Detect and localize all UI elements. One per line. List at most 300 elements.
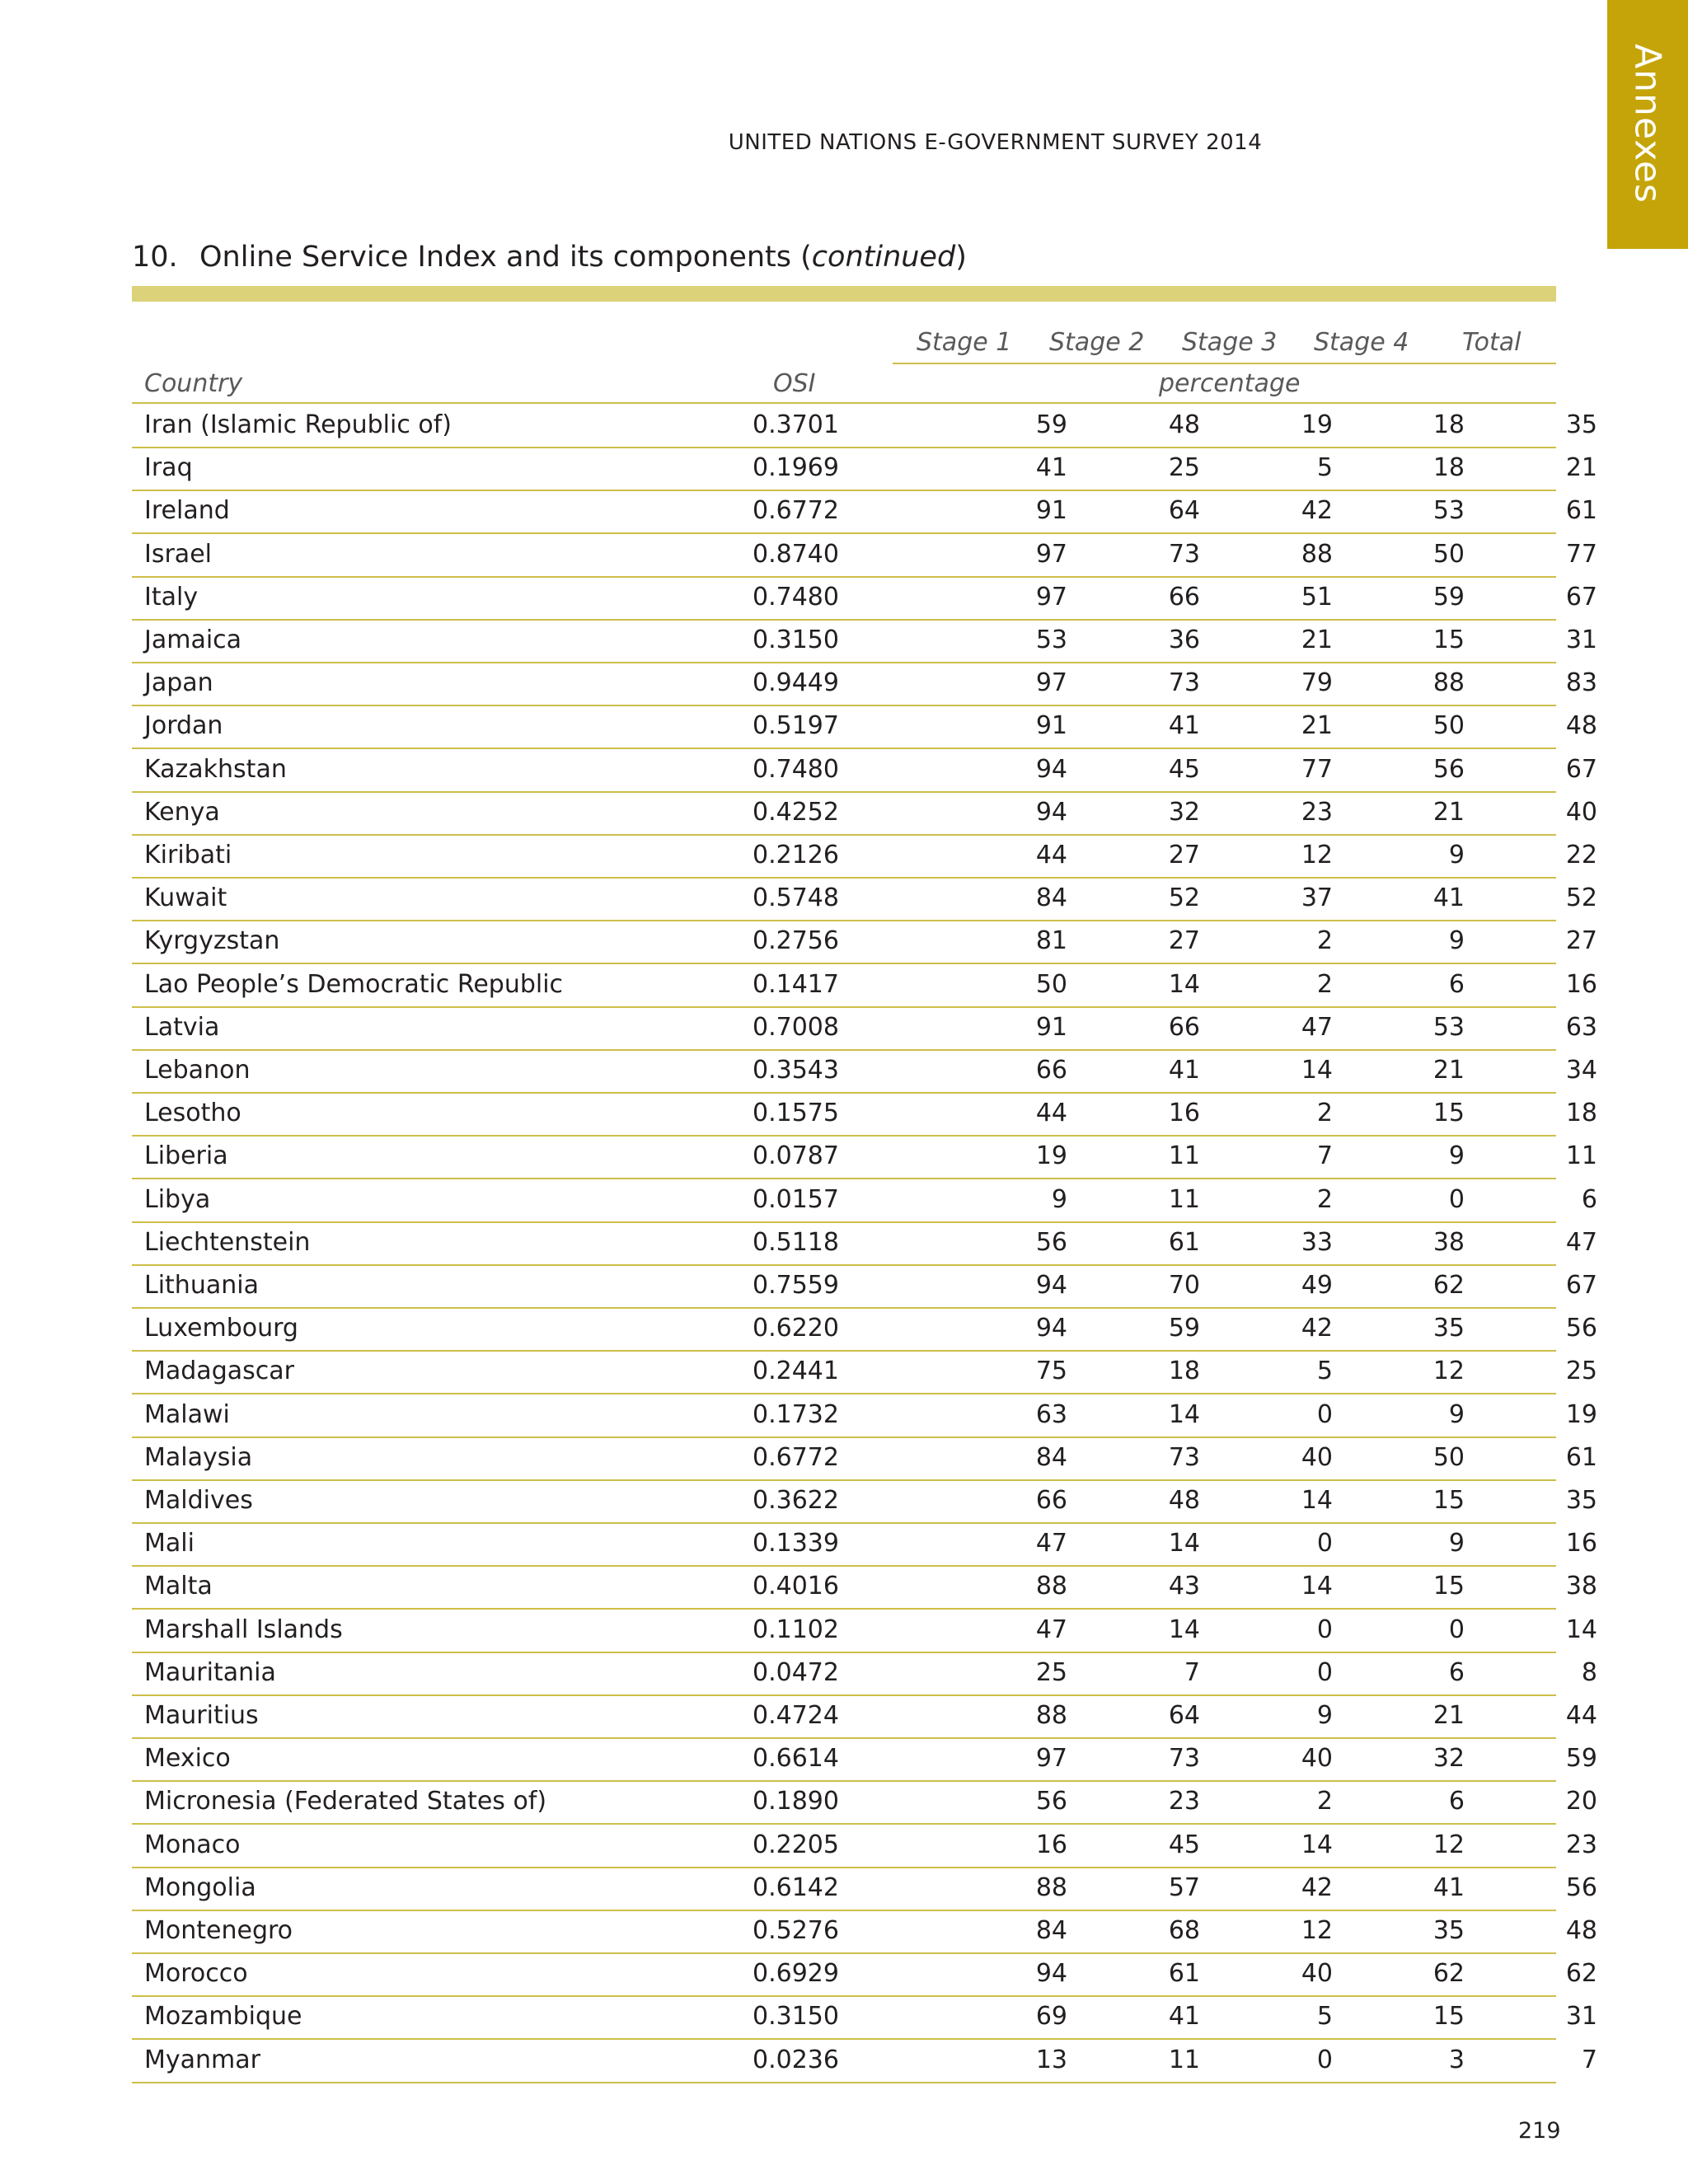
total-cell: 34 bbox=[1565, 1056, 1597, 1085]
table-row bbox=[132, 791, 1597, 836]
table-row bbox=[132, 1910, 1597, 1954]
stage1-cell: 84 bbox=[1035, 1442, 1067, 1472]
table-row bbox=[132, 447, 1597, 491]
osi-cell: 0.1339 bbox=[753, 1529, 839, 1558]
osi-cell: 0.3150 bbox=[753, 2002, 839, 2032]
stage3-cell: 23 bbox=[1301, 797, 1333, 827]
stage1-cell: 16 bbox=[1035, 1830, 1067, 1859]
country-cell: Kenya bbox=[144, 797, 220, 827]
total-cell: 44 bbox=[1565, 1701, 1597, 1730]
stage3-cell: 47 bbox=[1301, 1012, 1333, 1042]
osi-cell: 0.5118 bbox=[753, 1227, 839, 1257]
side-tab-label: Annexes bbox=[1626, 44, 1669, 204]
osi-cell: 0.7480 bbox=[753, 754, 839, 784]
stage3-cell: 51 bbox=[1301, 582, 1333, 612]
osi-cell: 0.6220 bbox=[753, 1314, 839, 1343]
total-cell: 52 bbox=[1565, 883, 1597, 913]
table-row bbox=[132, 1049, 1597, 1094]
stage1-cell: 88 bbox=[1035, 1572, 1067, 1601]
stage1-cell: 25 bbox=[1035, 1657, 1067, 1687]
stage3-cell: 0 bbox=[1316, 1615, 1333, 1644]
stage2-cell: 32 bbox=[1168, 797, 1200, 827]
osi-cell: 0.4252 bbox=[753, 797, 839, 827]
total-cell: 27 bbox=[1565, 926, 1597, 956]
section-title-italic: continued bbox=[811, 241, 956, 274]
stage3-cell: 2 bbox=[1316, 1184, 1333, 1214]
stage1-cell: 41 bbox=[1035, 453, 1067, 483]
header-percentage: percentage bbox=[1159, 369, 1301, 398]
osi-cell: 0.1732 bbox=[753, 1399, 839, 1429]
stage4-cell: 32 bbox=[1432, 1744, 1465, 1774]
table-row bbox=[132, 1824, 1597, 1868]
stage1-cell: 97 bbox=[1035, 582, 1067, 612]
stage2-cell: 27 bbox=[1168, 926, 1200, 956]
country-cell: Mauritius bbox=[144, 1701, 259, 1730]
stage3-cell: 40 bbox=[1301, 1959, 1333, 1989]
header-stage2: Stage 2 bbox=[1049, 328, 1145, 357]
stage1-cell: 91 bbox=[1035, 711, 1067, 741]
title-bar bbox=[132, 286, 1556, 302]
stage3-cell: 21 bbox=[1301, 711, 1333, 741]
country-cell: Mozambique bbox=[144, 2002, 302, 2032]
stage3-cell: 0 bbox=[1316, 2045, 1333, 2074]
country-cell: Mexico bbox=[144, 1744, 231, 1774]
stage2-cell: 25 bbox=[1168, 453, 1200, 483]
stage2-cell: 59 bbox=[1168, 1314, 1200, 1343]
stage4-cell: 9 bbox=[1448, 1141, 1465, 1171]
country-cell: Madagascar bbox=[144, 1357, 294, 1386]
section-number: 10. bbox=[132, 241, 178, 274]
stage1-cell: 94 bbox=[1035, 797, 1067, 827]
stage1-cell: 19 bbox=[1035, 1141, 1067, 1171]
stage1-cell: 97 bbox=[1035, 668, 1067, 698]
stage4-cell: 21 bbox=[1432, 1701, 1465, 1730]
country-cell: Lao People’s Democratic Republic bbox=[144, 969, 564, 999]
stage4-cell: 88 bbox=[1432, 668, 1465, 698]
stage1-cell: 97 bbox=[1035, 1744, 1067, 1774]
stage3-cell: 42 bbox=[1301, 496, 1333, 526]
stage3-cell: 9 bbox=[1316, 1701, 1333, 1730]
stage3-cell: 0 bbox=[1316, 1657, 1333, 1687]
osi-cell: 0.1102 bbox=[753, 1615, 839, 1644]
osi-cell: 0.2441 bbox=[753, 1357, 839, 1386]
stage4-cell: 15 bbox=[1432, 626, 1465, 654]
stage4-cell: 6 bbox=[1448, 969, 1465, 999]
osi-cell: 0.6772 bbox=[753, 1442, 839, 1472]
total-cell: 35 bbox=[1565, 1486, 1597, 1515]
stage1-cell: 47 bbox=[1035, 1529, 1067, 1558]
stage1-cell: 47 bbox=[1035, 1615, 1067, 1644]
stage1-cell: 88 bbox=[1035, 1701, 1067, 1730]
table-row bbox=[132, 1952, 1597, 1997]
country-cell: Iraq bbox=[144, 453, 193, 483]
osi-cell: 0.5276 bbox=[753, 1916, 839, 1945]
total-cell: 40 bbox=[1565, 797, 1597, 827]
stage3-cell: 79 bbox=[1301, 668, 1333, 698]
stage3-cell: 2 bbox=[1316, 969, 1333, 999]
total-cell: 11 bbox=[1565, 1141, 1597, 1171]
table-row bbox=[132, 404, 1597, 448]
country-cell: Jordan bbox=[144, 711, 223, 741]
table-row bbox=[132, 576, 1597, 621]
country-cell: Micronesia (Federated States of) bbox=[144, 1787, 547, 1816]
stage3-cell: 14 bbox=[1301, 1486, 1333, 1515]
stage2-cell: 16 bbox=[1168, 1099, 1200, 1128]
country-cell: Mauritania bbox=[144, 1657, 276, 1687]
table-row bbox=[132, 748, 1597, 793]
table-row bbox=[132, 619, 1597, 663]
header-osi: OSI bbox=[773, 369, 816, 398]
stage1-cell: 94 bbox=[1035, 1314, 1067, 1343]
page-number: 219 bbox=[1518, 2118, 1561, 2144]
osi-cell: 0.1575 bbox=[753, 1099, 839, 1128]
total-cell: 56 bbox=[1565, 1872, 1597, 1902]
header-stage1: Stage 1 bbox=[917, 328, 1012, 357]
total-cell: 48 bbox=[1565, 1916, 1597, 1945]
header-country: Country bbox=[144, 369, 243, 398]
osi-cell: 0.7480 bbox=[753, 582, 839, 612]
table-row bbox=[132, 1565, 1597, 1610]
stage2-cell: 14 bbox=[1168, 1399, 1200, 1429]
osi-cell: 0.1969 bbox=[753, 453, 839, 483]
country-cell: Liechtenstein bbox=[144, 1227, 311, 1257]
table-row bbox=[132, 1350, 1597, 1394]
table-row bbox=[132, 1006, 1597, 1051]
stage2-cell: 64 bbox=[1168, 1701, 1200, 1730]
table-row bbox=[132, 662, 1597, 706]
osi-cell: 0.6614 bbox=[753, 1744, 839, 1774]
total-cell: 67 bbox=[1565, 1271, 1597, 1300]
stage1-cell: 94 bbox=[1035, 754, 1067, 784]
stage4-cell: 6 bbox=[1448, 1787, 1465, 1816]
stage3-cell: 7 bbox=[1316, 1141, 1333, 1171]
stage2-cell: 68 bbox=[1168, 1916, 1200, 1945]
total-cell: 31 bbox=[1565, 626, 1597, 654]
stage3-cell: 2 bbox=[1316, 1787, 1333, 1816]
stage4-cell: 18 bbox=[1432, 410, 1465, 439]
osi-cell: 0.0236 bbox=[753, 2045, 839, 2074]
country-cell: Latvia bbox=[144, 1012, 220, 1042]
total-cell: 77 bbox=[1565, 539, 1597, 569]
stage2-cell: 43 bbox=[1168, 1572, 1200, 1601]
country-cell: Morocco bbox=[144, 1959, 248, 1989]
stage3-cell: 49 bbox=[1301, 1271, 1333, 1300]
osi-cell: 0.6142 bbox=[753, 1872, 839, 1902]
table-row bbox=[132, 1867, 1597, 1911]
stage2-cell: 64 bbox=[1168, 496, 1200, 526]
stage2-cell: 66 bbox=[1168, 582, 1200, 612]
osi-cell: 0.6929 bbox=[753, 1959, 839, 1989]
stage2-cell: 73 bbox=[1168, 539, 1200, 569]
stage4-cell: 15 bbox=[1432, 1572, 1465, 1601]
osi-cell: 0.3701 bbox=[753, 410, 839, 439]
osi-cell: 0.1417 bbox=[753, 969, 839, 999]
stage1-cell: 94 bbox=[1035, 1959, 1067, 1989]
country-cell: Lithuania bbox=[144, 1271, 259, 1300]
total-cell: 6 bbox=[1581, 1184, 1597, 1214]
table-row bbox=[132, 963, 1597, 1008]
country-cell: Iran (Islamic Republic of) bbox=[144, 410, 452, 439]
stage4-cell: 50 bbox=[1432, 1442, 1465, 1472]
table-row bbox=[132, 1522, 1597, 1567]
country-cell: Malta bbox=[144, 1572, 213, 1601]
section-title-text: Online Service Index and its components ( bbox=[199, 241, 812, 274]
stage1-cell: 44 bbox=[1035, 841, 1067, 869]
stage2-cell: 14 bbox=[1168, 1615, 1200, 1644]
stage3-cell: 5 bbox=[1316, 1357, 1333, 1386]
stage4-cell: 62 bbox=[1432, 1959, 1465, 1989]
stage2-cell: 14 bbox=[1168, 969, 1200, 999]
total-cell: 25 bbox=[1565, 1357, 1597, 1386]
stage2-cell: 18 bbox=[1168, 1357, 1200, 1386]
stage1-cell: 75 bbox=[1035, 1357, 1067, 1386]
country-cell: Kiribati bbox=[144, 841, 232, 869]
stage1-cell: 81 bbox=[1035, 926, 1067, 956]
country-cell: Lebanon bbox=[144, 1056, 251, 1085]
country-cell: Malaysia bbox=[144, 1442, 253, 1472]
table-row bbox=[132, 1780, 1597, 1825]
stage4-cell: 9 bbox=[1448, 1529, 1465, 1558]
stage1-cell: 91 bbox=[1035, 1012, 1067, 1042]
stage1-cell: 13 bbox=[1035, 2045, 1067, 2074]
stage2-cell: 41 bbox=[1168, 711, 1200, 741]
stage1-cell: 56 bbox=[1035, 1787, 1067, 1816]
table-row bbox=[132, 877, 1597, 921]
total-cell: 59 bbox=[1565, 1744, 1597, 1774]
stage3-cell: 14 bbox=[1301, 1056, 1333, 1085]
osi-cell: 0.0787 bbox=[753, 1141, 839, 1171]
total-cell: 35 bbox=[1565, 410, 1597, 439]
table-row bbox=[132, 705, 1597, 749]
stage3-cell: 0 bbox=[1316, 1529, 1333, 1558]
total-cell: 16 bbox=[1565, 969, 1597, 999]
table-row bbox=[132, 1394, 1597, 1438]
stage4-cell: 21 bbox=[1432, 1056, 1465, 1085]
stage3-cell: 88 bbox=[1301, 539, 1333, 569]
country-cell: Mali bbox=[144, 1529, 195, 1558]
total-cell: 62 bbox=[1565, 1959, 1597, 1989]
stage3-cell: 14 bbox=[1301, 1572, 1333, 1601]
stage4-cell: 41 bbox=[1432, 1872, 1465, 1902]
table-row bbox=[132, 1264, 1597, 1309]
stage4-cell: 0 bbox=[1448, 1615, 1465, 1644]
stage1-cell: 63 bbox=[1035, 1399, 1067, 1429]
country-cell: Israel bbox=[144, 539, 212, 569]
total-cell: 67 bbox=[1565, 582, 1597, 612]
osi-cell: 0.0472 bbox=[753, 1657, 839, 1687]
stage2-cell: 27 bbox=[1168, 841, 1200, 869]
stage4-cell: 0 bbox=[1448, 1184, 1465, 1214]
stage4-cell: 62 bbox=[1432, 1271, 1465, 1300]
stage4-cell: 6 bbox=[1448, 1657, 1465, 1687]
stage2-cell: 48 bbox=[1168, 410, 1200, 439]
stage1-cell: 97 bbox=[1035, 539, 1067, 569]
stage2-cell: 11 bbox=[1168, 1141, 1200, 1171]
total-cell: 21 bbox=[1565, 453, 1597, 483]
total-cell: 48 bbox=[1565, 711, 1597, 741]
total-cell: 23 bbox=[1565, 1830, 1597, 1859]
stage4-cell: 9 bbox=[1448, 926, 1465, 956]
stage4-cell: 53 bbox=[1432, 496, 1465, 526]
country-cell: Maldives bbox=[144, 1486, 253, 1515]
stage3-cell: 2 bbox=[1316, 926, 1333, 956]
total-cell: 20 bbox=[1565, 1787, 1597, 1816]
osi-cell: 0.6772 bbox=[753, 496, 839, 526]
table-row bbox=[132, 1995, 1597, 2040]
table-row bbox=[132, 1479, 1597, 1524]
stage1-cell: 66 bbox=[1035, 1486, 1067, 1515]
osi-cell: 0.3622 bbox=[753, 1486, 839, 1515]
osi-cell: 0.5197 bbox=[753, 711, 839, 741]
stage4-cell: 53 bbox=[1432, 1012, 1465, 1042]
stage4-cell: 50 bbox=[1432, 711, 1465, 741]
stage4-cell: 12 bbox=[1432, 1830, 1465, 1859]
total-cell: 16 bbox=[1565, 1529, 1597, 1558]
stage2-cell: 48 bbox=[1168, 1486, 1200, 1515]
osi-cell: 0.0157 bbox=[753, 1184, 839, 1214]
country-cell: Japan bbox=[144, 668, 213, 698]
total-cell: 63 bbox=[1565, 1012, 1597, 1042]
stage4-cell: 50 bbox=[1432, 539, 1465, 569]
table-row bbox=[132, 490, 1597, 534]
country-cell: Malawi bbox=[144, 1399, 230, 1429]
stage1-cell: 69 bbox=[1035, 2002, 1067, 2032]
stage2-cell: 36 bbox=[1168, 626, 1200, 654]
stage2-cell: 41 bbox=[1168, 2002, 1200, 2032]
total-cell: 67 bbox=[1565, 754, 1597, 784]
osi-cell: 0.1890 bbox=[753, 1787, 839, 1816]
stage3-cell: 2 bbox=[1316, 1099, 1333, 1128]
stage1-cell: 94 bbox=[1035, 1271, 1067, 1300]
stage2-cell: 57 bbox=[1168, 1872, 1200, 1902]
stage2-cell: 45 bbox=[1168, 754, 1200, 784]
table-row bbox=[132, 834, 1597, 879]
section-title-end: ) bbox=[955, 241, 967, 274]
stage2-cell: 66 bbox=[1168, 1012, 1200, 1042]
stage1-cell: 66 bbox=[1035, 1056, 1067, 1085]
table-row bbox=[132, 1737, 1597, 1782]
country-cell: Montenegro bbox=[144, 1916, 293, 1945]
header-rule-stages bbox=[893, 363, 1556, 364]
stage2-cell: 11 bbox=[1168, 1184, 1200, 1214]
table-row bbox=[132, 1436, 1597, 1481]
section-title bbox=[132, 241, 967, 274]
stage2-cell: 61 bbox=[1168, 1959, 1200, 1989]
stage4-cell: 56 bbox=[1432, 754, 1465, 784]
stage4-cell: 35 bbox=[1432, 1916, 1465, 1945]
total-cell: 18 bbox=[1565, 1099, 1597, 1128]
osi-cell: 0.7008 bbox=[753, 1012, 839, 1042]
country-cell: Kazakhstan bbox=[144, 754, 287, 784]
stage4-cell: 9 bbox=[1448, 841, 1465, 869]
total-cell: 83 bbox=[1565, 668, 1597, 698]
osi-cell: 0.3543 bbox=[753, 1056, 839, 1085]
country-cell: Ireland bbox=[144, 496, 230, 526]
stage1-cell: 50 bbox=[1035, 969, 1067, 999]
osi-cell: 0.5748 bbox=[753, 883, 839, 913]
osi-cell: 0.2205 bbox=[753, 1830, 839, 1859]
total-cell: 19 bbox=[1565, 1399, 1597, 1429]
stage4-cell: 59 bbox=[1432, 582, 1465, 612]
running-header: UNITED NATIONS E-GOVERNMENT SURVEY 2014 bbox=[728, 130, 1263, 155]
stage3-cell: 21 bbox=[1301, 626, 1333, 654]
stage1-cell: 56 bbox=[1035, 1227, 1067, 1257]
total-cell: 56 bbox=[1565, 1314, 1597, 1343]
stage2-cell: 61 bbox=[1168, 1227, 1200, 1257]
stage3-cell: 19 bbox=[1301, 410, 1333, 439]
stage3-cell: 42 bbox=[1301, 1872, 1333, 1902]
stage2-cell: 7 bbox=[1184, 1657, 1200, 1687]
stage2-cell: 73 bbox=[1168, 668, 1200, 698]
stage3-cell: 77 bbox=[1301, 754, 1333, 784]
country-cell: Luxembourg bbox=[144, 1314, 298, 1343]
country-cell: Monaco bbox=[144, 1830, 241, 1859]
stage4-cell: 12 bbox=[1432, 1357, 1465, 1386]
stage2-cell: 11 bbox=[1168, 2045, 1200, 2074]
total-cell: 22 bbox=[1565, 841, 1597, 869]
table-row bbox=[132, 1652, 1597, 1696]
stage4-cell: 9 bbox=[1448, 1399, 1465, 1429]
total-cell: 38 bbox=[1565, 1572, 1597, 1601]
osi-cell: 0.3150 bbox=[753, 626, 839, 654]
stage2-cell: 41 bbox=[1168, 1056, 1200, 1085]
stage4-cell: 3 bbox=[1448, 2045, 1465, 2074]
country-cell: Liberia bbox=[144, 1141, 228, 1171]
stage1-cell: 44 bbox=[1035, 1099, 1067, 1128]
country-cell: Myanmar bbox=[144, 2045, 260, 2074]
stage2-cell: 23 bbox=[1168, 1787, 1200, 1816]
stage3-cell: 14 bbox=[1301, 1830, 1333, 1859]
stage1-cell: 88 bbox=[1035, 1872, 1067, 1902]
table-row bbox=[132, 2039, 1597, 2083]
header-stage3: Stage 3 bbox=[1182, 328, 1278, 357]
stage4-cell: 15 bbox=[1432, 1486, 1465, 1515]
stage2-cell: 70 bbox=[1168, 1271, 1200, 1300]
table-row bbox=[132, 1609, 1597, 1653]
stage3-cell: 12 bbox=[1301, 841, 1333, 869]
country-cell: Marshall Islands bbox=[144, 1615, 343, 1644]
osi-cell: 0.9449 bbox=[753, 668, 839, 698]
country-cell: Jamaica bbox=[144, 626, 242, 654]
stage3-cell: 40 bbox=[1301, 1442, 1333, 1472]
stage3-cell: 33 bbox=[1301, 1227, 1333, 1257]
stage1-cell: 84 bbox=[1035, 883, 1067, 913]
stage3-cell: 42 bbox=[1301, 1314, 1333, 1343]
annexes-side-tab bbox=[1607, 0, 1688, 249]
total-cell: 7 bbox=[1581, 2045, 1597, 2074]
stage4-cell: 21 bbox=[1432, 797, 1465, 827]
country-cell: Kuwait bbox=[144, 883, 227, 913]
table-row bbox=[132, 920, 1597, 964]
stage3-cell: 12 bbox=[1301, 1916, 1333, 1945]
total-cell: 61 bbox=[1565, 1442, 1597, 1472]
stage2-cell: 73 bbox=[1168, 1442, 1200, 1472]
header-stage4: Stage 4 bbox=[1314, 328, 1409, 357]
country-cell: Lesotho bbox=[144, 1099, 241, 1128]
stage4-cell: 41 bbox=[1432, 883, 1465, 913]
stage3-cell: 40 bbox=[1301, 1744, 1333, 1774]
stage1-cell: 59 bbox=[1035, 410, 1067, 439]
stage3-cell: 0 bbox=[1316, 1399, 1333, 1429]
table-row bbox=[132, 1135, 1597, 1179]
stage4-cell: 15 bbox=[1432, 2002, 1465, 2032]
osi-cell: 0.4724 bbox=[753, 1701, 839, 1730]
country-cell: Italy bbox=[144, 582, 199, 612]
stage2-cell: 73 bbox=[1168, 1744, 1200, 1774]
table-row bbox=[132, 1092, 1597, 1137]
stage2-cell: 52 bbox=[1168, 883, 1200, 913]
stage4-cell: 15 bbox=[1432, 1099, 1465, 1128]
